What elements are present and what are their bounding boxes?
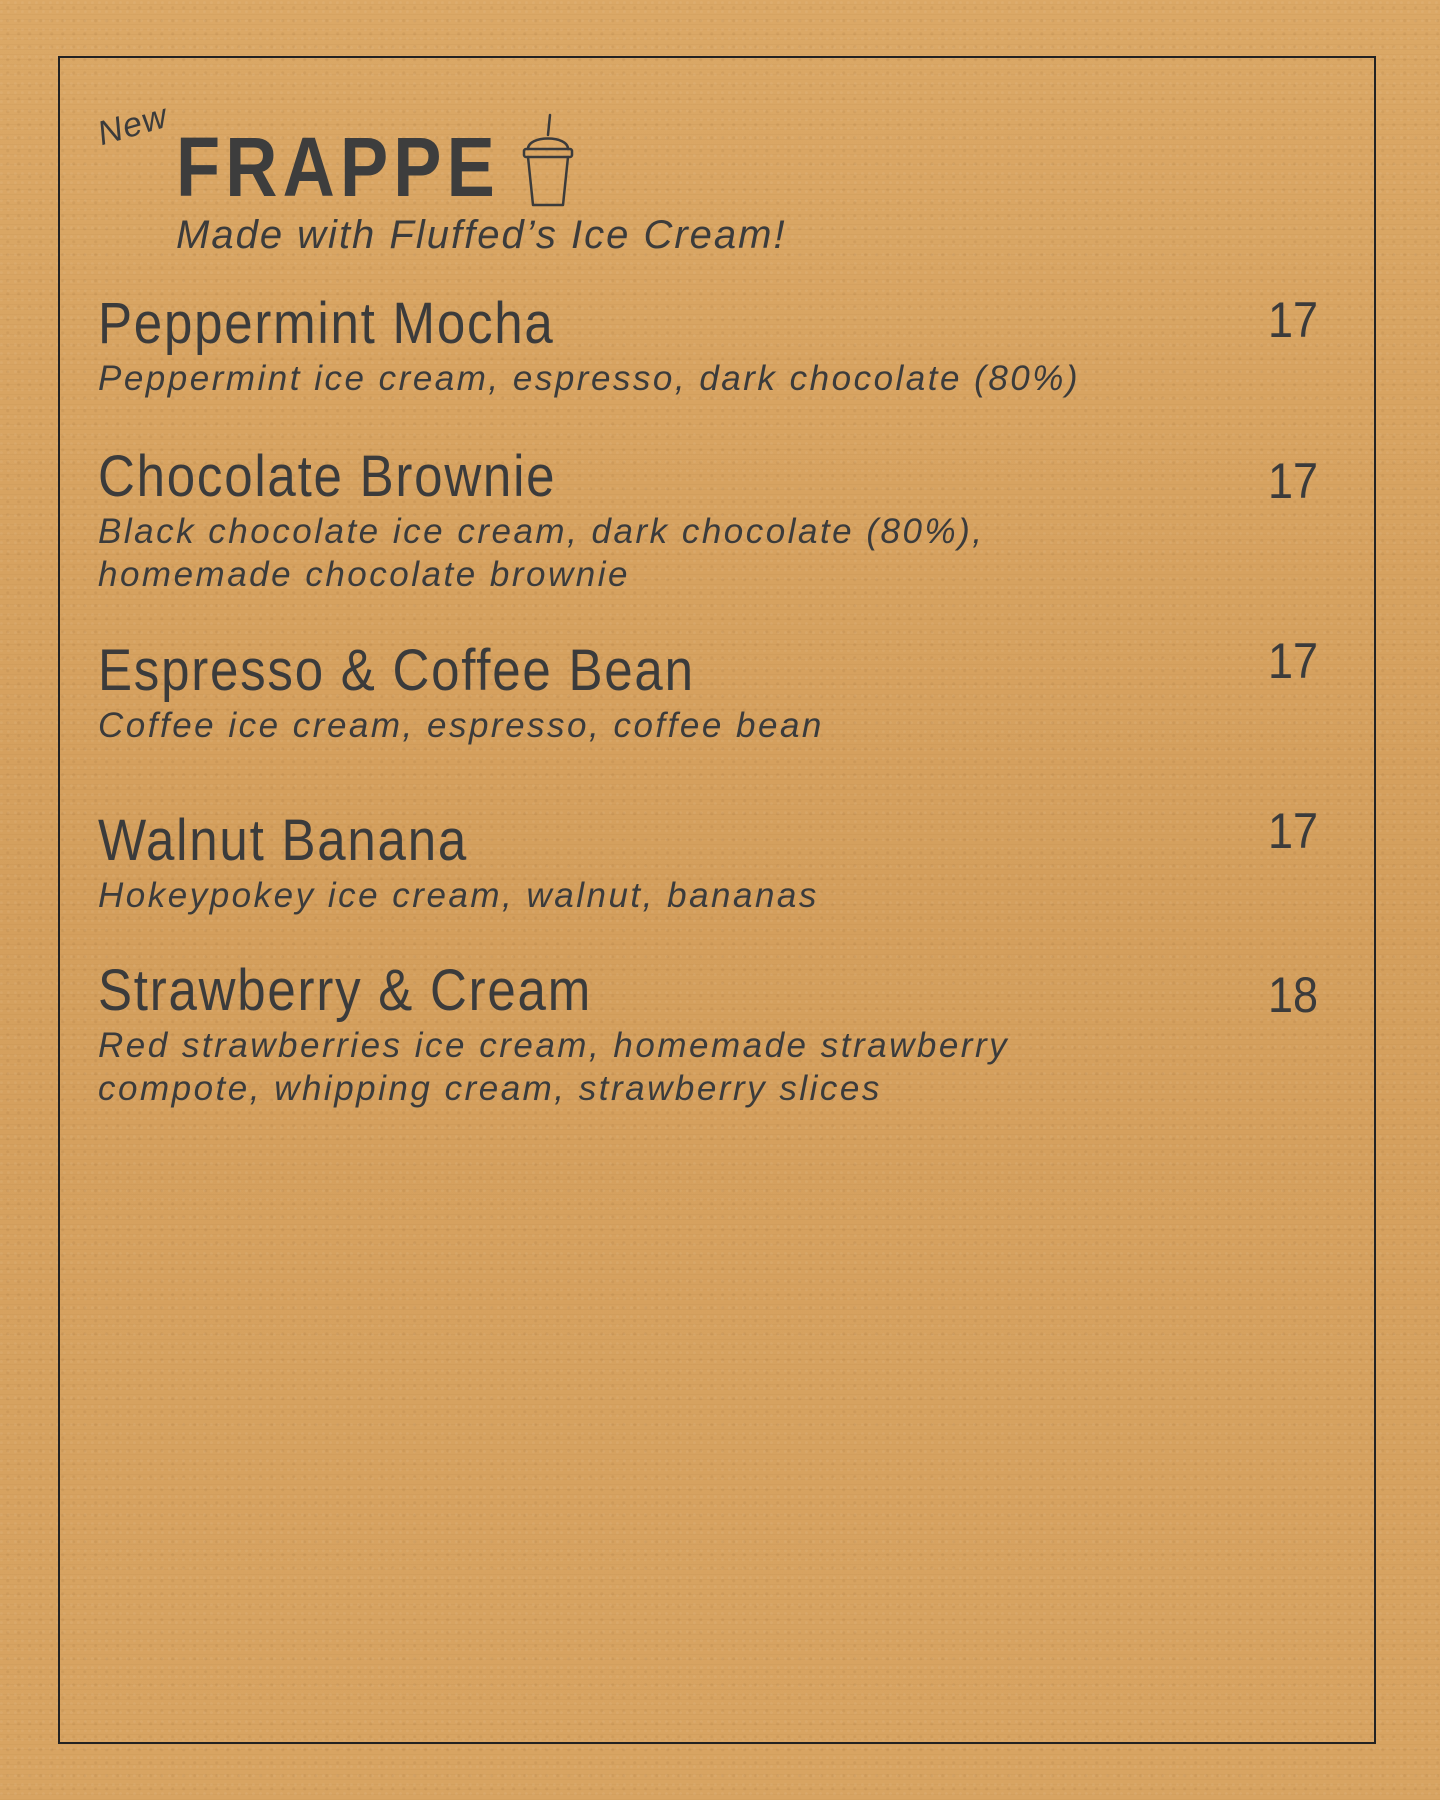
menu-item-strawberry-cream xyxy=(98,958,1318,1110)
item-description: Red strawberries ice cream, homemade strawberry compote, whipping cream, strawberry slices xyxy=(98,1026,1010,1108)
menu-item-chocolate-brownie xyxy=(98,444,1318,596)
menu-item-walnut-banana xyxy=(98,803,1318,917)
item-name: Peppermint Mocha xyxy=(98,291,555,356)
menu-header xyxy=(93,96,1000,265)
item-price: 18 xyxy=(1267,967,1318,1023)
item-price: 17 xyxy=(1267,633,1318,689)
page-title: FRAPPE xyxy=(176,120,500,214)
item-description: Hokeypokey ice cream, walnut, bananas xyxy=(98,876,819,915)
item-price: 17 xyxy=(1267,803,1318,859)
item-name: Espresso & Coffee Bean xyxy=(98,638,695,703)
frappe-cup-icon xyxy=(520,113,576,209)
item-description: Coffee ice cream, espresso, coffee bean xyxy=(98,706,824,745)
menu-item-peppermint-mocha xyxy=(98,291,1318,400)
item-description: Black chocolate ice cream, dark chocolate (80%), homemade chocolate brownie xyxy=(98,512,985,594)
page-subtitle: Made with Fluffed’s Ice Cream! xyxy=(176,213,787,257)
item-description: Peppermint ice cream, espresso, dark chocolate (80%) xyxy=(98,359,1081,398)
menu-item-espresso-coffee-bean xyxy=(98,633,1318,747)
item-name: Walnut Banana xyxy=(98,808,468,873)
item-name: Strawberry & Cream xyxy=(98,958,592,1023)
item-name: Chocolate Brownie xyxy=(98,444,557,509)
item-price: 17 xyxy=(1267,453,1318,509)
new-label: New xyxy=(93,96,173,154)
item-price: 17 xyxy=(1267,292,1318,348)
